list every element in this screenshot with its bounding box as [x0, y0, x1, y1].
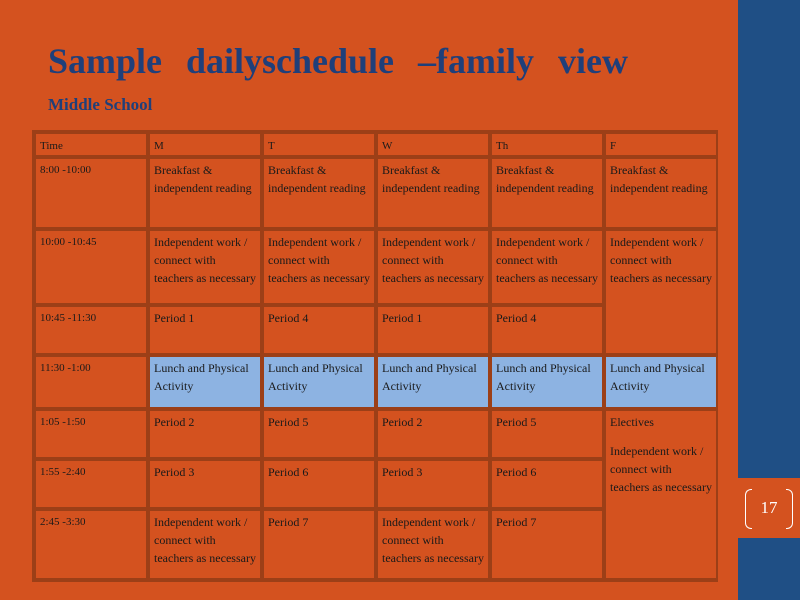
tuesday-breakfast: Breakfast & independent reading — [264, 159, 374, 227]
page-number: 17 — [745, 489, 793, 527]
header-monday: M — [150, 134, 260, 155]
tuesday-period: Period 7 — [264, 511, 374, 578]
thursday-independent-work: Independent work / connect with teachers as necessary — [492, 231, 602, 303]
time-slot: 10:45 -11:30 — [36, 307, 146, 353]
wednesday-period: Period 1 — [378, 307, 488, 353]
monday-period: Period 1 — [150, 307, 260, 353]
time-slot: 10:00 -10:45 — [36, 231, 146, 303]
thursday-period: Period 4 — [492, 307, 602, 353]
wednesday-breakfast: Breakfast & independent reading — [378, 159, 488, 227]
header-thursday: Th — [492, 134, 602, 155]
wednesday-independent-work: Independent work / connect with teachers as necessary — [378, 511, 488, 578]
friday-lunch: Lunch and Physical Activity — [606, 357, 716, 407]
monday-period: Period 2 — [150, 411, 260, 457]
thursday-lunch: Lunch and Physical Activity — [492, 357, 602, 407]
tuesday-period: Period 5 — [264, 411, 374, 457]
wednesday-period: Period 2 — [378, 411, 488, 457]
tuesday-independent-work: Independent work / connect with teachers as necessary — [264, 231, 374, 303]
thursday-period: Period 5 — [492, 411, 602, 457]
time-slot: 8:00 -10:00 — [36, 159, 146, 227]
monday-breakfast: Breakfast & independent reading — [150, 159, 260, 227]
monday-lunch: Lunch and Physical Activity — [150, 357, 260, 407]
thursday-breakfast: Breakfast & independent reading — [492, 159, 602, 227]
header-tuesday: T — [264, 134, 374, 155]
wednesday-independent-work: Independent work / connect with teachers as necessary — [378, 231, 488, 303]
monday-period: Period 3 — [150, 461, 260, 507]
monday-independent-work: Independent work / connect with teachers as necessary — [150, 511, 260, 578]
slide-subtitle: Middle School — [48, 95, 153, 114]
thursday-period: Period 7 — [492, 511, 602, 578]
title-word-1: Sample — [48, 41, 163, 81]
title-word-4: view — [558, 41, 628, 81]
header-friday: F — [606, 134, 716, 155]
tuesday-period: Period 6 — [264, 461, 374, 507]
wednesday-lunch: Lunch and Physical Activity — [378, 357, 488, 407]
header-wednesday: W — [378, 134, 488, 155]
time-slot: 1:05 -1:50 — [36, 411, 146, 457]
wednesday-period: Period 3 — [378, 461, 488, 507]
monday-independent-work: Independent work / connect with teachers as necessary — [150, 231, 260, 303]
friday-afternoon — [606, 411, 716, 578]
time-slot: 1:55 -2:40 — [36, 461, 146, 507]
tuesday-period: Period 4 — [264, 307, 374, 353]
schedule-table — [32, 130, 718, 582]
friday-independent-work: Independent work / connect with teachers as necessary — [610, 444, 712, 494]
tuesday-lunch: Lunch and Physical Activity — [264, 357, 374, 407]
slide-title — [48, 40, 628, 82]
friday-electives: Electives — [610, 415, 654, 429]
friday-breakfast: Breakfast & independent reading — [606, 159, 716, 227]
title-word-2: dailyschedule — [186, 41, 395, 81]
friday-independent-work: Independent work / connect with teachers as necessary — [606, 231, 716, 353]
header-time: Time — [36, 134, 146, 155]
time-slot: 2:45 -3:30 — [36, 511, 146, 578]
time-slot: 11:30 -1:00 — [36, 357, 146, 407]
thursday-period: Period 6 — [492, 461, 602, 507]
title-word-3: –family — [418, 41, 535, 81]
